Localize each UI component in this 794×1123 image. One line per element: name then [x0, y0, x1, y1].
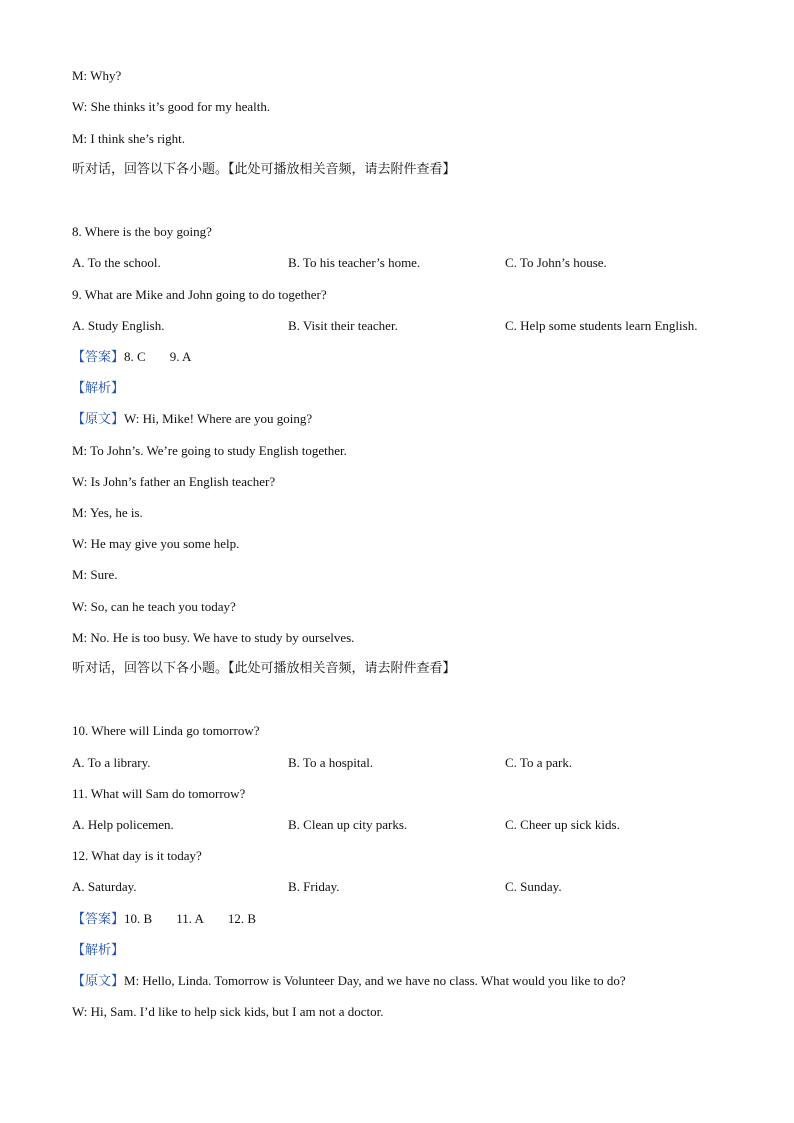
answer-item: 10. B: [124, 911, 153, 926]
transcript-tag: 【原文】: [72, 974, 125, 989]
question-9: 9. What are Mike and John going to do together?: [72, 287, 327, 302]
transcript-text: W: Hi, Mike! Where are you going?: [124, 411, 313, 426]
question-8-option-b: B. To his teacher’s home.: [288, 255, 421, 270]
answer-tag: 【答案】: [72, 350, 125, 365]
dialog-line: W: She thinks it’s good for my health.: [72, 99, 271, 114]
listening-instruction: 听对话，回答以下各小题。【此处可播放相关音频，请去附件查看】: [72, 162, 456, 177]
analysis-tag: 【解析】: [72, 381, 125, 396]
question-10: 10. Where will Linda go tomorrow?: [72, 723, 260, 738]
answer-item: 9. A: [169, 349, 192, 364]
answer-line: [72, 911, 256, 928]
question-11-option-a: A. Help policemen.: [72, 817, 174, 832]
transcript-line: M: Sure.: [72, 567, 118, 582]
transcript-line: [72, 411, 312, 428]
question-11: 11. What will Sam do tomorrow?: [72, 786, 246, 801]
transcript-line: W: So, can he teach you today?: [72, 599, 236, 614]
transcript-text: M: Hello, Linda. Tomorrow is Volunteer Day, and we have no class. What would you like to do?: [124, 973, 626, 988]
question-12-option-b: B. Friday.: [288, 879, 340, 894]
transcript-line: W: He may give you some help.: [72, 536, 240, 551]
analysis-heading: [72, 380, 124, 397]
analysis-heading: [72, 942, 124, 959]
dialog-line: M: Why?: [72, 68, 122, 83]
answer-item: 12. B: [227, 911, 257, 926]
question-12-option-c: C. Sunday.: [505, 879, 562, 894]
question-8: 8. Where is the boy going?: [72, 224, 212, 239]
transcript-line: M: To John’s. We’re going to study English together.: [72, 443, 347, 458]
question-11-option-b: B. Clean up city parks.: [288, 817, 408, 832]
dialog-line: M: I think she’s right.: [72, 131, 186, 146]
transcript-tag: 【原文】: [72, 412, 125, 427]
question-12-option-a: A. Saturday.: [72, 879, 137, 894]
question-9-option-a: A. Study English.: [72, 318, 165, 333]
transcript-line: M: No. He is too busy. We have to study by ourselves.: [72, 630, 355, 645]
transcript-line: [72, 973, 626, 990]
question-9-option-b: B. Visit their teacher.: [288, 318, 398, 333]
transcript-line: W: Hi, Sam. I’d like to help sick kids, but I am not a doctor.: [72, 1004, 384, 1019]
answer-line: [72, 349, 191, 366]
answer-item: 11. A: [176, 911, 204, 926]
question-10-option-a: A. To a library.: [72, 755, 151, 770]
transcript-line: W: Is John’s father an English teacher?: [72, 474, 276, 489]
transcript-line: M: Yes, he is.: [72, 505, 143, 520]
question-12: 12. What day is it today?: [72, 848, 202, 863]
question-10-option-b: B. To a hospital.: [288, 755, 374, 770]
listening-instruction: 听对话，回答以下各小题。【此处可播放相关音频，请去附件查看】: [72, 661, 456, 676]
analysis-tag: 【解析】: [72, 943, 125, 958]
question-8-option-a: A. To the school.: [72, 255, 161, 270]
answer-item: 8. C: [124, 349, 146, 364]
question-10-option-c: C. To a park.: [505, 755, 573, 770]
question-11-option-c: C. Cheer up sick kids.: [505, 817, 620, 832]
question-8-option-c: C. To John’s house.: [505, 255, 607, 270]
question-9-option-c: C. Help some students learn English.: [505, 318, 698, 333]
answer-tag: 【答案】: [72, 912, 125, 927]
